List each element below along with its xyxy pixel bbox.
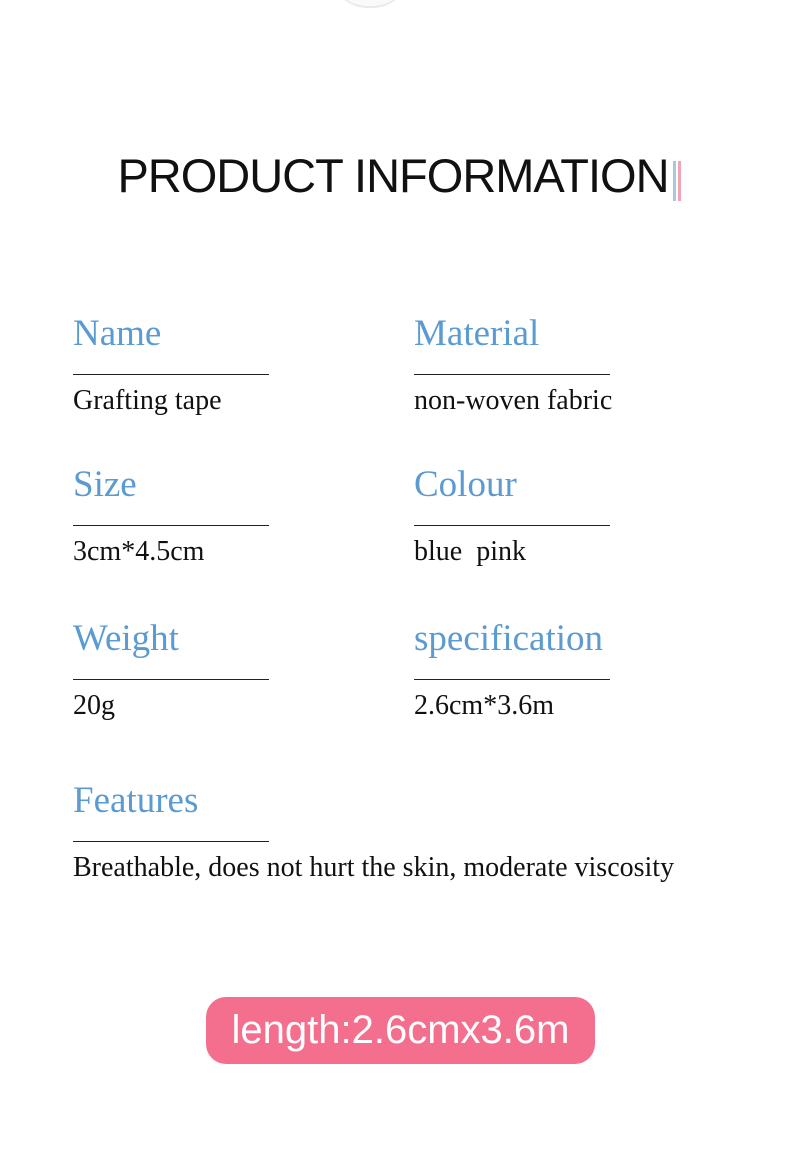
field-name [73,315,413,417]
field-size-value: 3cm*4.5cm [73,536,205,567]
title-accent-bar-blue [673,161,676,201]
field-size-divider [73,525,269,526]
page-title [0,148,800,203]
field-material-divider [414,374,610,375]
field-colour-divider [414,525,610,526]
field-name-divider [73,374,269,375]
field-name-value: Grafting tape [73,385,222,416]
title-accent-bars [673,157,683,197]
field-weight-divider [73,679,269,680]
field-colour-label: Colour [414,464,517,505]
field-features-label: Features [73,780,199,821]
field-material-label: Material [414,313,540,354]
field-specification-divider [414,679,610,680]
field-weight-label: Weight [73,618,179,659]
length-badge: length:2.6cmx3.6m [206,997,595,1064]
field-size [73,466,413,568]
field-size-label: Size [73,464,137,505]
field-material-value: non-woven fabric [414,385,613,416]
field-specification-label: specification [414,618,604,659]
field-colour-value: blue pink [414,536,526,567]
field-weight-value: 20g [73,690,115,721]
page-title-text: PRODUCT INFORMATION [117,149,669,202]
field-material [414,315,754,417]
field-specification-value: 2.6cm*3.6m [414,690,554,721]
field-name-label: Name [73,313,162,354]
field-colour [414,466,754,568]
top-decoration [330,0,410,8]
field-specification [414,620,754,722]
field-features-divider [73,841,269,842]
title-accent-bar-pink [678,161,681,201]
field-features-value: Breathable, does not hurt the skin, moderate viscosity [73,852,675,883]
field-features [73,782,793,884]
field-weight [73,620,413,722]
